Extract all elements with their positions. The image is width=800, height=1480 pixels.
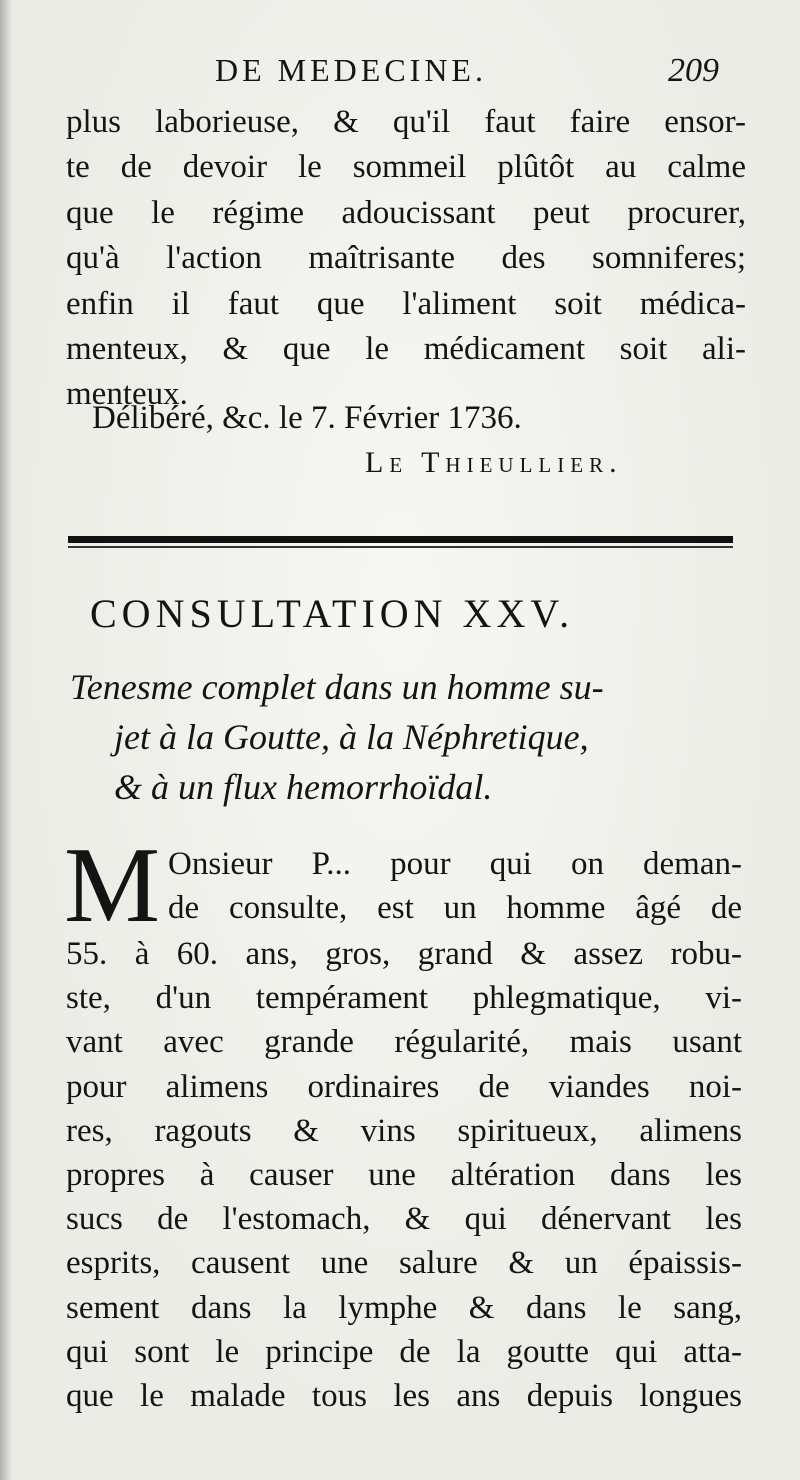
text-line: sucs de l'estomach, & qui dénervant les <box>66 1201 742 1238</box>
deliberation-date: Délibéré, &c. le 7. Février 1736. <box>92 400 522 436</box>
text-line: Onsieur P... pour qui on deman- <box>168 846 742 882</box>
text-line: que le régime adoucissant peut procurer, <box>66 194 746 231</box>
page-gutter-shadow <box>0 0 12 1480</box>
text-line: de consulte, est un homme âgé de <box>168 890 742 927</box>
running-head: DE MEDECINE. <box>215 52 487 88</box>
text-line: menteux, & que le médicament soit ali- <box>66 331 746 368</box>
consultation-subtitle <box>70 662 740 812</box>
continuation-paragraph <box>66 100 746 418</box>
text-line: qu'à l'action maîtrisante des somniferes; <box>66 240 746 277</box>
page-number: 209 <box>668 52 719 89</box>
text-line: esprits, causent une salure & un épaissis- <box>66 1245 742 1282</box>
text-line: plus laborieuse, & qu'il faut faire ensor- <box>66 104 746 140</box>
subtitle-line: jet à la Goutte, à la Néphretique, <box>114 717 589 757</box>
text-line: ste, d'un tempérament phlegmatique, vi- <box>66 980 742 1017</box>
text-line: enfin il faut que l'aliment soit médica- <box>66 285 746 322</box>
subtitle-line: & à un flux hemorrhoïdal. <box>114 767 493 807</box>
section-divider-thin <box>68 546 733 548</box>
author-signature: Le Thieullier. <box>365 446 623 479</box>
section-divider <box>68 536 733 543</box>
text-line: qui sont le principe de la goutte qui atta- <box>66 1333 742 1370</box>
text-line: que le malade tous les ans depuis longues <box>66 1378 742 1415</box>
text-line: te de devoir le sommeil plûtôt au calme <box>66 149 746 186</box>
text-line: propres à causer une altération dans les <box>66 1157 742 1194</box>
subtitle-line: Tenesme complet dans un homme su- <box>70 667 604 707</box>
text-line: pour alimens ordinaires de viandes noi- <box>66 1068 742 1105</box>
text-line: res, ragouts & vins spiritueux, alimens <box>66 1112 742 1149</box>
text-line: vant avec grande régularité, mais usant <box>66 1024 742 1061</box>
text-line: menteux. <box>66 376 188 413</box>
consultation-title: CONSULTATION XXV. <box>90 591 575 636</box>
consultation-body <box>64 826 742 1418</box>
text-line: 55. à 60. ans, gros, grand & assez robu- <box>66 936 742 972</box>
text-line: sement dans la lymphe & dans le sang, <box>66 1289 742 1326</box>
drop-cap: M <box>64 826 161 945</box>
